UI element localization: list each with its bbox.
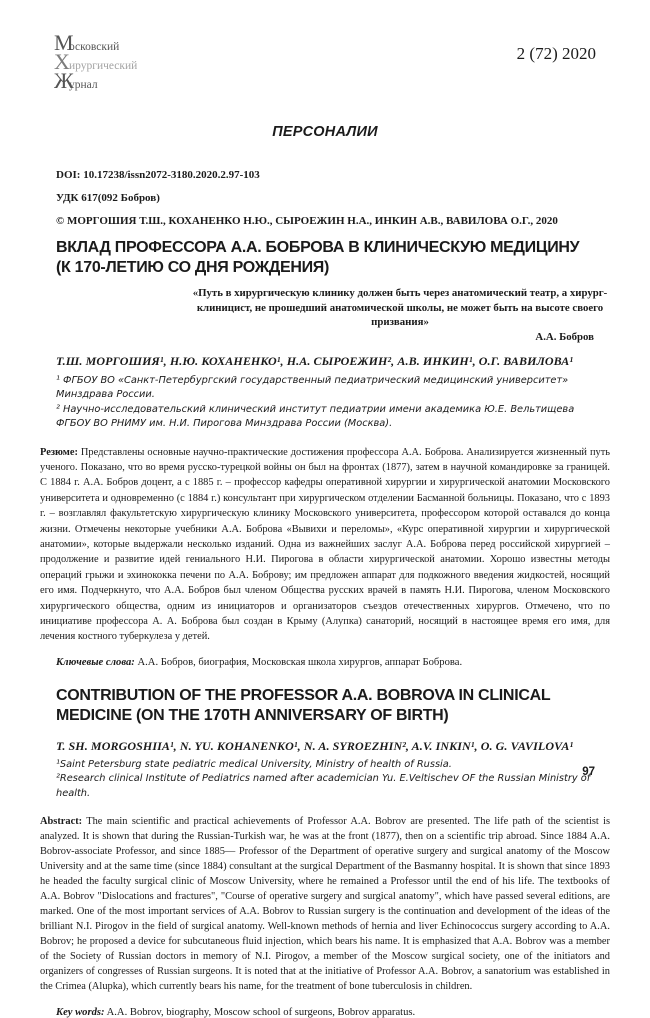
affiliation-en-1: ¹Saint Petersburg state pediatric medical University, Ministry of health of Russia.: [56, 758, 452, 770]
page-header: [40, 30, 610, 93]
article-title-ru: ВКЛАД ПРОФЕССОРА А.А. БОБРОВА В КЛИНИЧЕСКУЮ МЕДИЦИНУ (К 170-ЛЕТИЮ СО ДНЯ РОЖДЕНИЯ): [56, 239, 580, 276]
logo-text: ирургический: [69, 60, 138, 72]
abstract-label-en: Abstract:: [40, 816, 83, 828]
affiliation-ru-2: ² Научно-исследовательский клинический институт педиатрии имени академика Ю.Е. Вельтищева ФГБОУ ВО РНИМУ им. Н.И. Пирогова Минздрава России (Москва).: [56, 403, 575, 429]
authors-en: T. SH. MORGOSHIIA¹, N. YU. KOHANENKO¹, N. A. SYROEZHIN², A.V. INKIN¹, O. G. VAVILOVA¹: [56, 738, 574, 753]
logo-initial-kh: Х: [54, 49, 70, 74]
issue-number: 2 (72) 2020: [516, 44, 596, 63]
epigraph-author: А.А. Бобров: [535, 330, 594, 343]
udc-line: УДК 617(092 Бобров): [56, 192, 160, 204]
keywords-en: [56, 1007, 596, 1018]
logo-initial-m: М: [54, 30, 74, 55]
keywords-label-en: Key words:: [56, 1007, 105, 1018]
abstract-label-ru: Резюме:: [40, 446, 78, 458]
article-title-en: CONTRIBUTION OF THE PROFESSOR A.A. BOBROVA IN CLINICAL MEDICINE (ON THE 170TH ANNIVERSARY OF BIRTH): [56, 686, 551, 724]
logo-text: урнал: [69, 79, 98, 91]
section-heading: ПЕРСОНАЛИИ: [272, 124, 378, 140]
doi-line: DOI: 10.17238/issn2072-3180.2020.2.97-103: [56, 169, 260, 181]
abstract-ru: [40, 445, 610, 645]
affiliations-en: [56, 758, 596, 802]
journal-logo: [54, 30, 138, 93]
keywords-ru: [56, 657, 596, 668]
article-meta: [56, 164, 596, 233]
copyright-line: © МОРГОШИЯ Т.Ш., КОХАНЕНКО Н.Ю., СЫРОЕЖИН Н.А., ИНКИН А.В., ВАВИЛОВА О.Г., 2020: [56, 215, 558, 227]
affiliation-ru-1: ¹ ФГБОУ ВО «Санкт-Петербургский государственный педиатрический медицинский университет» Минздрава России.: [56, 374, 569, 400]
affiliations-ru: [56, 374, 596, 432]
abstract-text-ru: Представлены основные научно-практические достижения профессора А.А. Боброва. Анализируется жизненный путь ученого. Показано, что во время русско-турецкой войны он был на фронтах (1877), затем в научной командировке за границей. С 1884 г. А.А. Бобров доцент, а с 1885 г. – профессор кафедры оперативной хирургии и хирургической анатомии Московского университета и одновременно (с 1884 г.) консультант при хирургическом отделении Басманной больницы. Показано, что с 1893 г. – возглавлял факультетскую хирургическую клинику Московского университета, профессором которой оставался до конца жизни. Отмечены некоторые учебники А.А. Боброва «Вывихи и переломы», «Курс оперативной хирургии и хирургической анатомии», которые выдержали несколько изданий. Одна из важнейших заслуг А.А. Боброва перед российской хирургией – продолжение и развитие идей гениального Н.И. Пирогова в области хирургической анатомии. Хорошо известны методы операций грыжи и эхинококка печени по А.А. Боброву; им предложен аппарат для подкожного введения жидкостей, носящий его имя. Подчеркнуто, что А.А. Бобров был членом Общества русских врачей в память Н.И. Пирогова, членом Московского хирургического общества, одним из инициаторов и организаторов съездов отечественных хирургов. Отмечено, что по инициативе профессора А. А. Боброва был создан в Крыму (Алупка) санаторий, носящий в настоящее время его имя, для лечения костного туберкулеза у детей.: [40, 446, 610, 643]
authors-ru: Т.Ш. МОРГОШИЯ¹, Н.Ю. КОХАНЕНКО¹, Н.А. СЫРОЕЖИН², А.В. ИНКИН¹, О.Г. ВАВИЛОВА¹: [56, 353, 574, 368]
affiliation-en-2: ²Research clinical Institute of Pediatrics named after academician Yu. E.Veltischev OF the Russian Ministry of health.: [56, 773, 591, 799]
epigraph: [190, 286, 610, 343]
abstract-text-en: The main scientific and practical achievements of Professor A.A. Bobrov are presented. The life path of the scientist is analyzed. It is shown that during the Russian-Turkish war, he was at the front (1877), then on a scientific trip abroad. Since 1884 A.A. Bobrov-associate Professor, and since 1885— Professor of the Department of operative surgery and surgical anatomy of the Moscow University and at the same time (since 1884) consultant at the surgical Department of the Basmanny hospital. It is shown that since 1893 he headed the faculty surgical clinic of Moscow University, where he remained a Professor until the end of his life. The textbooks of A.A. Bobrov "Dislocations and fractures", "Course of operative surgery and surgical anatomy", which have passed several editions, are marked. One of the most important services of A.A. Bobrov to Russian surgery is the continuation and development of the ideas of the brilliant N.I. Pirogov in the field of surgical anatomy. Well-known methods of hernia and liver Echinococcus surgery according to A.A. Bobrov; he proposed a device for subcutaneous fluid injection, which bears his name. It is emphasized that A.A. Bobrov was a member of the Society of Russian doctors in memory of N.I. Pirogov, a member of the Moscow surgical society, one of the initiators and organizers of congresses of Russian surgeons. It is noted that at the initiative of Professor A.A. Bobrov, a sanatorium was established in the Crimea (Alupka), which currently bears his name, for the treatment of bone tuberculosis in children.: [40, 816, 610, 993]
page-number: 97: [582, 766, 595, 778]
keywords-text-en: A.A. Bobrov, biography, Moscow school of surgeons, Bobrov apparatus.: [104, 1007, 416, 1018]
keywords-text-ru: А.А. Бобров, биография, Московская школа хирургов, аппарат Боброва.: [134, 656, 463, 668]
logo-initial-zh: Ж: [54, 68, 74, 93]
logo-line-zhurnal: [54, 68, 137, 93]
epigraph-text: «Путь в хирургическую клинику должен быть через анатомический театр, а хирург-клиницист, не прошедший анатомической школы, не может быть на высоте своего призвания»: [192, 287, 608, 328]
abstract-en: [40, 814, 610, 994]
logo-text: осковский: [69, 41, 120, 53]
keywords-label-ru: Ключевые слова:: [56, 656, 135, 668]
